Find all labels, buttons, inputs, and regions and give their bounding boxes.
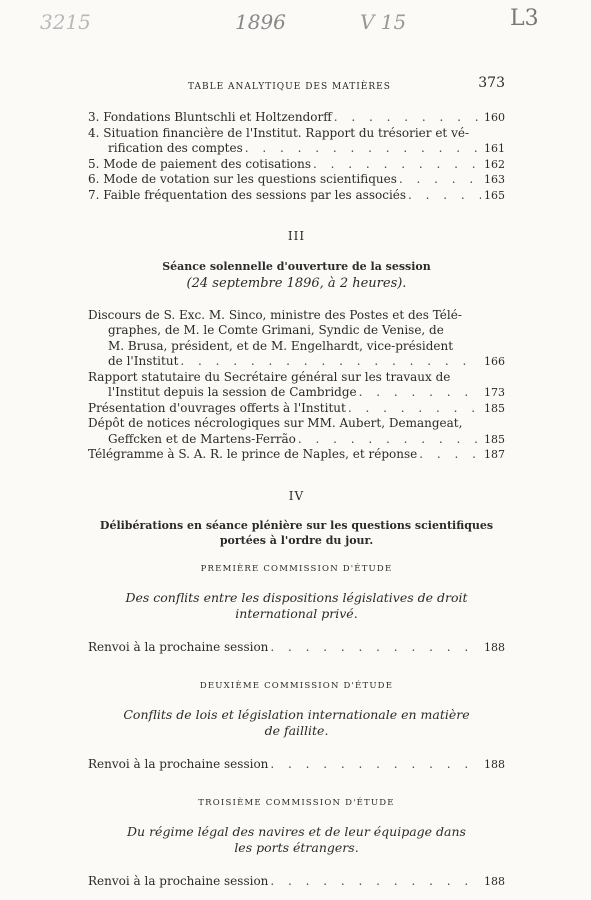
commission-heading: DEUXIÈME COMMISSION D'ÉTUDE: [199, 681, 394, 691]
toc-entry-text: Discours de S. Exc. M. Sinco, ministre des Postes et des Télé-: [88, 307, 462, 322]
toc-entry-text: 5. Mode de paiement des cotisations: [88, 156, 312, 171]
leader-dots: [332, 110, 481, 126]
page-header: [88, 76, 505, 96]
section-title: [88, 518, 505, 548]
commission-heading: TROISIÈME COMMISSION D'ÉTUDE: [198, 798, 395, 808]
toc-page: 188: [484, 874, 505, 888]
section-numeral: IV: [288, 488, 305, 503]
commission-title-line: les ports étrangers.: [234, 839, 359, 855]
toc-page: 163: [484, 173, 505, 186]
handwritten-volume: V 15: [360, 10, 407, 34]
toc-entry-text: Geffcken et de Martens-Ferrão: [108, 431, 296, 446]
toc-entry: [88, 370, 505, 386]
toc-entry-text: 4. Situation financière de l'Institut. Rapport du trésorier et vé-: [88, 125, 469, 140]
leader-dots: [417, 447, 481, 463]
toc-entry-text: graphes, de M. le Comte Grimani, Syndic de Venise, de: [108, 323, 444, 337]
page-number: 373: [478, 75, 505, 91]
commission-title-line: Conflits de lois et législation internationale en matière: [123, 706, 470, 722]
running-title: TABLE ANALYTIQUE DES MATIÈRES: [188, 82, 391, 92]
toc-entry-text: l'Institut depuis la session de Cambridge: [108, 385, 357, 399]
toc-entry: [88, 157, 505, 173]
leader-dots: [268, 757, 481, 773]
leader-dots: [243, 141, 481, 157]
toc-entry: [88, 172, 505, 188]
section-title-line: Délibérations en séance plénière sur les questions scientifiques: [99, 519, 494, 532]
leader-dots: [268, 640, 481, 656]
toc-page: 165: [484, 188, 505, 202]
toc-entry-continuation: [88, 323, 505, 339]
section-title-line: portées à l'ordre du jour.: [219, 534, 374, 547]
handwritten-year: 1896: [235, 10, 286, 34]
toc-entry: [88, 308, 505, 324]
leader-dots: [406, 188, 481, 204]
leader-dots: [296, 432, 481, 448]
commission-title: [88, 590, 505, 622]
section-2-list: [88, 110, 505, 203]
toc-entry-text: Dépôt de notices nécrologiques sur MM. Aubert, Demangeat,: [88, 416, 463, 430]
toc-entry-text: 6. Mode de votation sur les questions scientifiques: [88, 172, 397, 186]
leader-dots: [346, 401, 481, 417]
commission-title-line: Du régime légal des navires et de leur équipage dans: [127, 823, 466, 839]
commission-title-line: Des conflits entre les dispositions législatives de droit: [125, 589, 468, 605]
commission-title: [88, 824, 505, 856]
leader-dots: [178, 354, 481, 370]
toc-page: 161: [484, 142, 505, 155]
section-subtitle: (24 septembre 1896, à 2 heures).: [186, 276, 407, 291]
section-3-list: [88, 308, 505, 463]
toc-entry-text: Renvoi à la prochaine session: [88, 639, 269, 654]
document-page: [88, 76, 505, 889]
leader-dots: [268, 874, 481, 890]
toc-entry: [88, 401, 505, 417]
toc-entry-text: rification des comptes: [108, 141, 243, 155]
section-title: Séance solennelle d'ouverture de la session: [162, 259, 431, 273]
commission-title-line: de faillite.: [264, 722, 329, 738]
handwritten-mark: 3215: [40, 10, 91, 34]
toc-page: 166: [484, 355, 505, 368]
leader-dots: [311, 157, 481, 173]
toc-entry-text: Présentation d'ouvrages offerts à l'Institut: [88, 400, 346, 415]
toc-entry-text: Télégramme à S. A. R. le prince de Naples, et réponse: [88, 447, 418, 461]
toc-entry-continuation: [88, 354, 505, 370]
toc-entry: [88, 126, 505, 142]
toc-page: 160: [484, 111, 505, 124]
toc-entry-continuation: [88, 141, 505, 157]
toc-entry-text: M. Brusa, président, et de M. Engelhardt, vice-président: [108, 338, 454, 353]
toc-entry: [88, 447, 505, 463]
toc-page: 188: [484, 640, 505, 654]
leader-dots: [357, 385, 481, 401]
toc-entry-text: 7. Faible fréquentation des sessions par les associés: [88, 187, 407, 202]
toc-entry: [88, 640, 505, 656]
toc-entry-text: de l'Institut: [108, 354, 179, 368]
toc-entry-continuation: [88, 339, 505, 355]
toc-page: 185: [484, 432, 505, 446]
commission-title-line: international privé.: [235, 605, 358, 621]
toc-page: 188: [484, 757, 505, 771]
toc-page: 173: [484, 386, 505, 399]
toc-entry: [88, 110, 505, 126]
commission-heading: PREMIÈRE COMMISSION D'ÉTUDE: [200, 564, 393, 574]
toc-page: 162: [484, 157, 505, 171]
toc-entry-continuation: [88, 432, 505, 448]
toc-page: 185: [484, 401, 505, 415]
leader-dots: [397, 172, 481, 188]
toc-entry-text: 3. Fondations Bluntschli et Holtzendorff: [88, 110, 332, 124]
toc-entry: [88, 416, 505, 432]
toc-entry-continuation: [88, 385, 505, 401]
toc-entry-text: Renvoi à la prochaine session: [88, 873, 269, 888]
toc-page: 187: [484, 448, 505, 461]
section-numeral: III: [287, 229, 306, 243]
handwritten-shelfmark: L3: [510, 6, 539, 31]
toc-entry: [88, 757, 505, 773]
toc-entry: [88, 874, 505, 890]
toc-entry: [88, 188, 505, 204]
commission-title: [88, 707, 505, 739]
toc-entry-text: Rapport statutaire du Secrétaire général sur les travaux de: [88, 369, 451, 384]
toc-entry-text: Renvoi à la prochaine session: [88, 756, 269, 771]
